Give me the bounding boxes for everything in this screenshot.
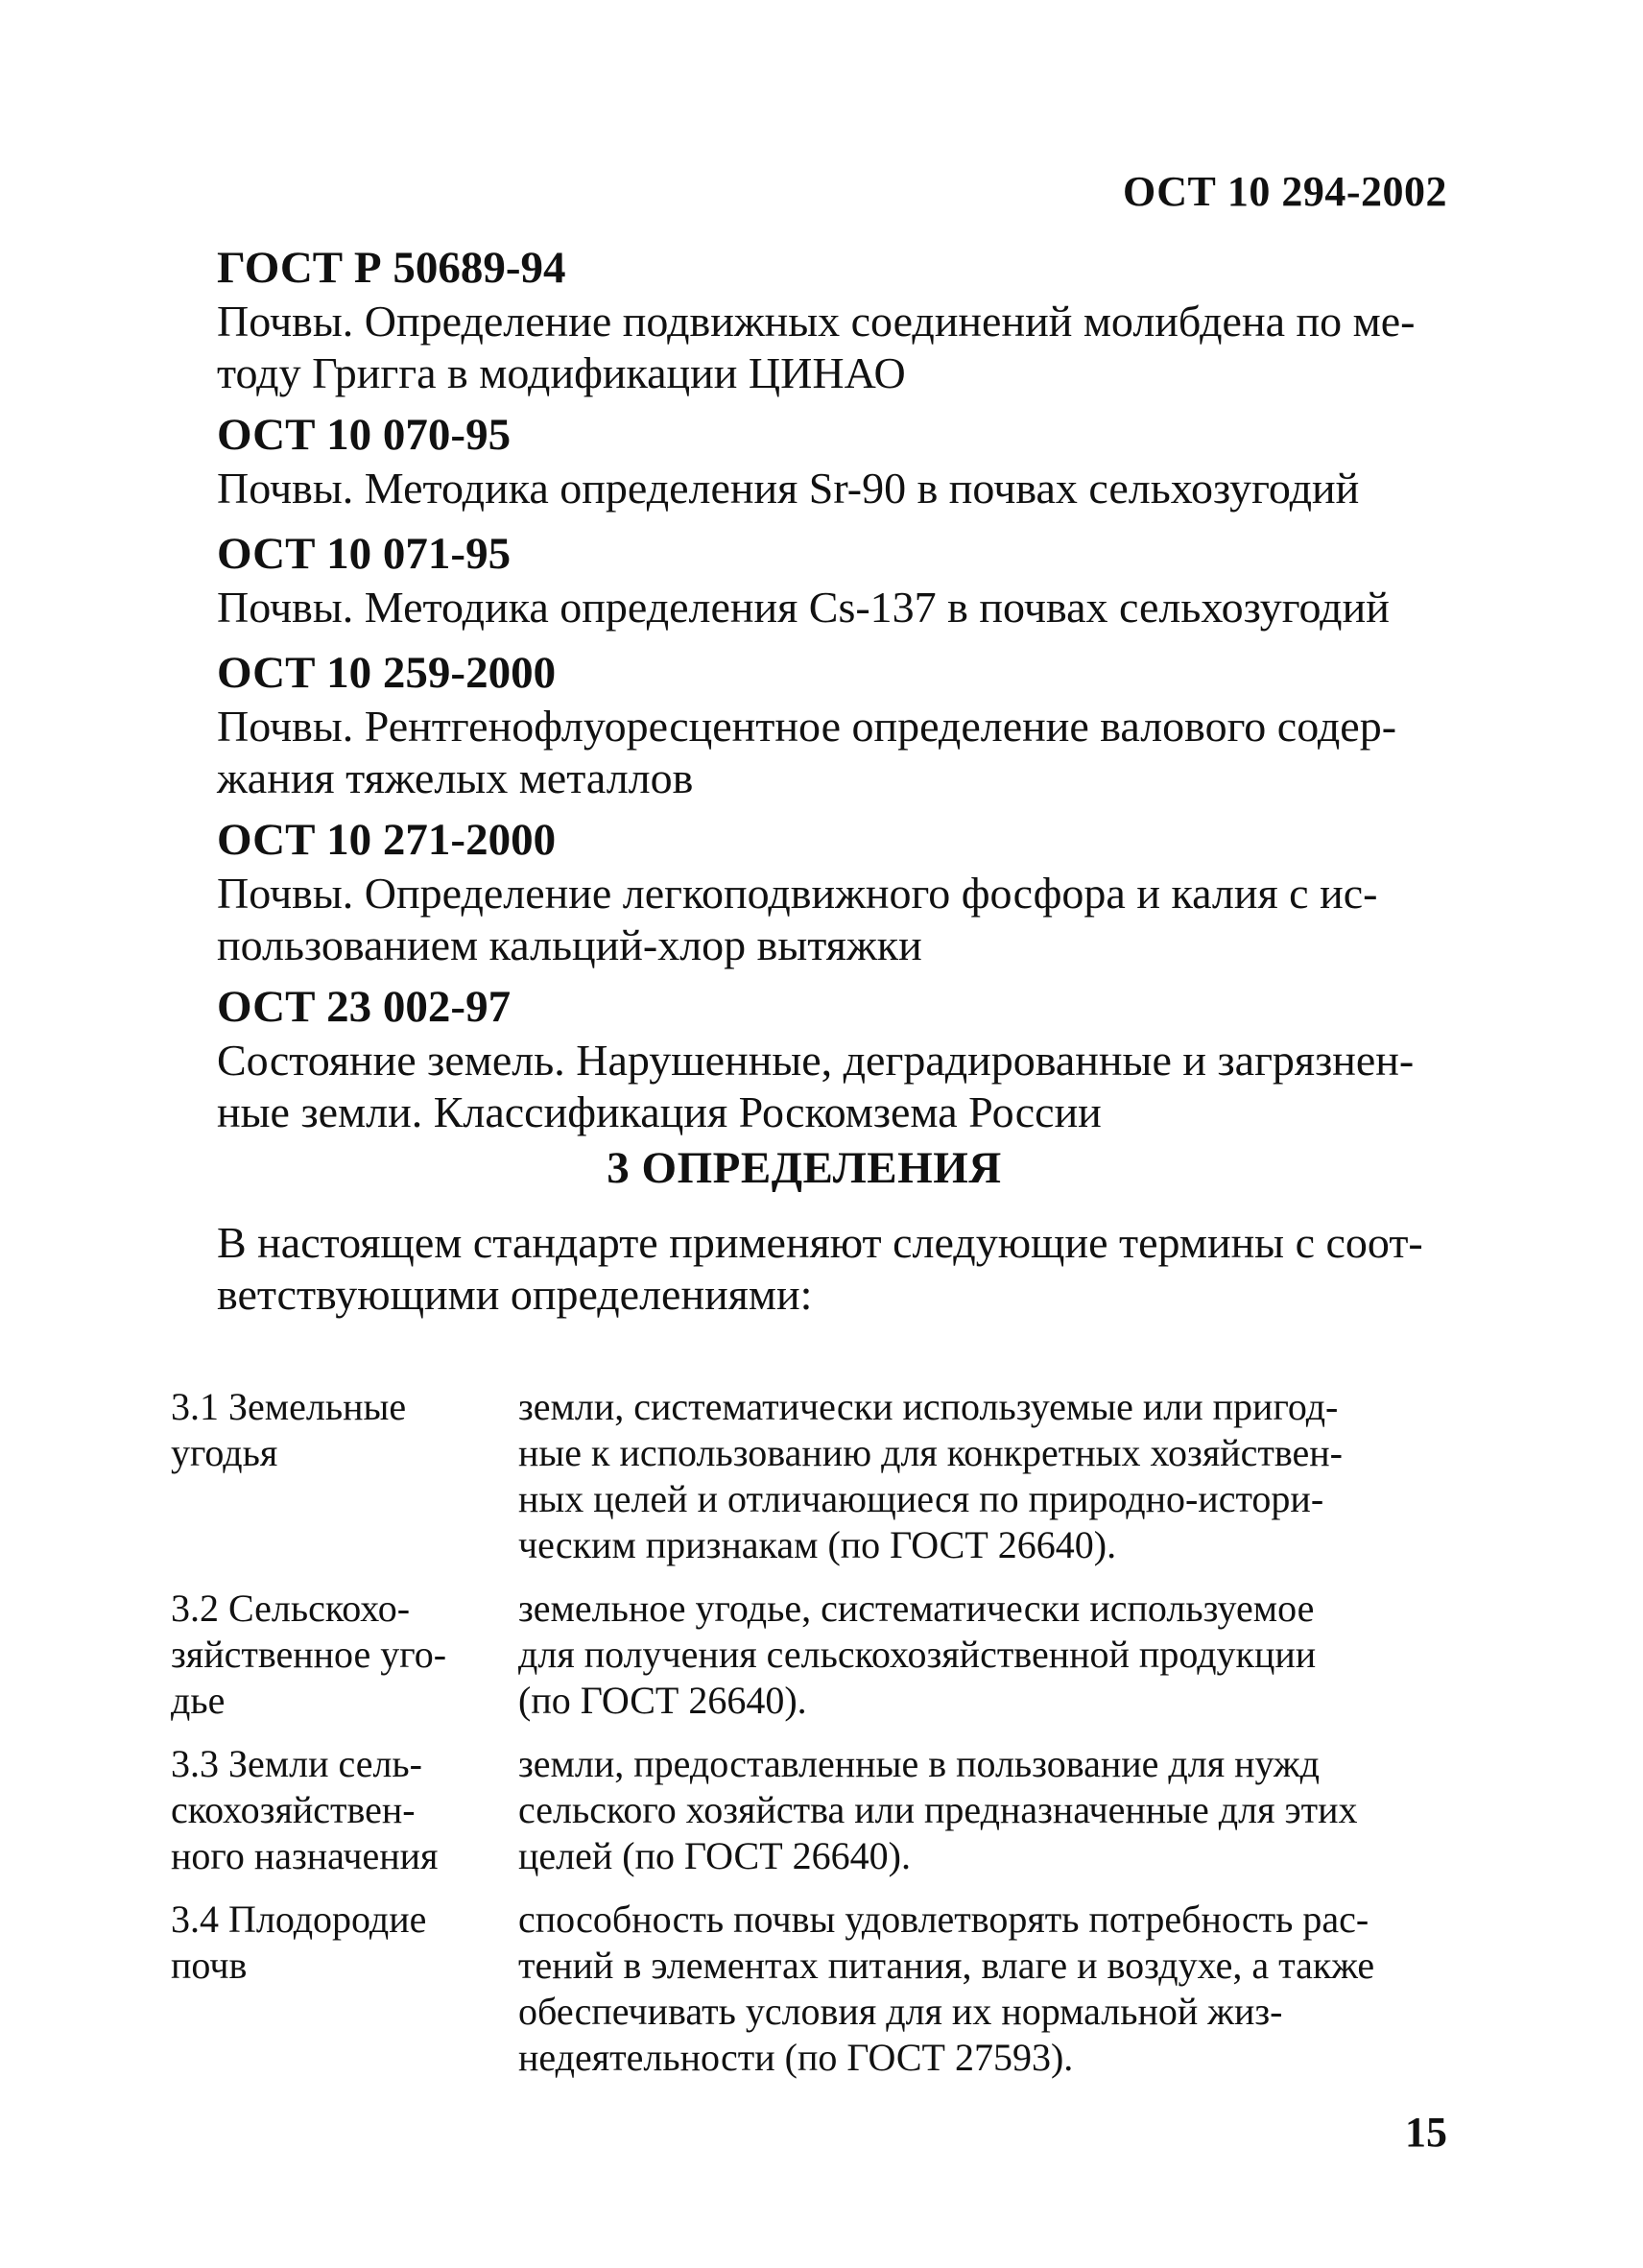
reference-title <box>157 463 1451 514</box>
reference-title-line: Почвы. Рентгенофлуоресцентное определение валового содер- <box>217 702 1397 751</box>
definition-text <box>518 1586 1438 1724</box>
term-line: 3.3 Земли сель- <box>171 1742 422 1785</box>
normative-references <box>157 234 1451 1146</box>
section-heading: 3 ОПРЕДЕЛЕНИЯ <box>607 1143 1002 1193</box>
definition-text <box>518 1741 1438 1879</box>
definition-line: обеспечивать условия для их нормальной жиз- <box>518 1990 1283 2033</box>
definition-row <box>171 1384 1438 1568</box>
reference-title <box>157 582 1451 633</box>
term-line: скохозяйствен- <box>171 1788 416 1831</box>
term-line: почв <box>171 1944 248 1987</box>
definition-text <box>518 1897 1438 2081</box>
reference-item <box>157 240 1451 399</box>
reference-title-line: пользованием кальций-хлор вытяжки <box>217 920 922 969</box>
term-line: 3.2 Сельскохо- <box>171 1587 411 1630</box>
reference-code: ГОСТ Р 50689-94 <box>217 243 566 293</box>
definition-row <box>171 1586 1438 1724</box>
document-code: ОСТ 10 294-2002 <box>1122 168 1447 215</box>
reference-item <box>157 407 1451 514</box>
term-line: 3.1 Земельные <box>171 1385 407 1428</box>
definition-line: ные к использованию для конкретных хозяйствен- <box>518 1431 1344 1474</box>
reference-code: ОСТ 23 002-97 <box>217 982 512 1032</box>
reference-title-line: Почвы. Методика определения Sr-90 в почвах сельхозугодий <box>217 464 1360 513</box>
definition-line: земельное угодье, систематически используемое <box>518 1587 1315 1630</box>
definition-line: тений в элементах питания, влаге и воздухе, а также <box>518 1944 1375 1987</box>
definition-line: ческим признакам (по ГОСТ 26640). <box>518 1523 1117 1566</box>
reference-title-line: тоду Григга в модификации ЦИНАО <box>217 348 906 397</box>
intro-line: ветствующими определениями: <box>217 1270 813 1319</box>
term-line: угодья <box>171 1431 278 1474</box>
reference-title-line: Почвы. Методика определения Cs-137 в почвах сельхозугодий <box>217 583 1390 632</box>
reference-title-line: Почвы. Определение легкоподвижного фосфора и калия с ис- <box>217 869 1378 918</box>
reference-title <box>157 868 1451 971</box>
page-number: 15 <box>1405 2109 1447 2156</box>
intro-line: В настоящем стандарте применяют следующие термины с соот- <box>217 1218 1423 1267</box>
reference-item <box>157 645 1451 804</box>
reference-item <box>157 526 1451 633</box>
reference-code: ОСТ 10 071-95 <box>217 529 512 579</box>
definition-line: способность почвы удовлетворять потребность рас- <box>518 1898 1369 1941</box>
definition-line: (по ГОСТ 26640). <box>518 1679 807 1722</box>
definition-line: земли, предоставленные в пользование для нужд <box>518 1742 1320 1785</box>
definition-row <box>171 1897 1438 2081</box>
definition-term <box>171 1897 518 2081</box>
reference-title-line: Состояние земель. Нарушенные, деградированные и загрязнен- <box>217 1036 1415 1085</box>
reference-title <box>157 296 1451 399</box>
term-line: ного назначения <box>171 1834 439 1877</box>
definition-line: ных целей и отличающиеся по природно-истори- <box>518 1477 1324 1520</box>
reference-code: ОСТ 10 070-95 <box>217 410 512 460</box>
definition-row <box>171 1741 1438 1879</box>
reference-title-line: Почвы. Определение подвижных соединений молибдена по ме- <box>217 297 1416 346</box>
term-line: 3.4 Плодородие <box>171 1898 427 1941</box>
definition-line: сельского хозяйства или предназначенные для этих <box>518 1788 1358 1831</box>
definition-text <box>518 1384 1438 1568</box>
definition-line: земли, систематически используемые или пригод- <box>518 1385 1339 1428</box>
reference-item <box>157 979 1451 1138</box>
term-line: зяйственное уго- <box>171 1633 447 1676</box>
reference-title <box>157 1035 1451 1138</box>
definition-line: для получения сельскохозяйственной продукции <box>518 1633 1317 1676</box>
definitions-list <box>171 1384 1438 2098</box>
reference-code: ОСТ 10 259-2000 <box>217 648 557 698</box>
definition-term <box>171 1741 518 1879</box>
reference-code: ОСТ 10 271-2000 <box>217 815 557 865</box>
reference-title-line: жания тяжелых металлов <box>217 753 694 802</box>
definition-term <box>171 1384 518 1568</box>
definition-line: недеятельности (по ГОСТ 27593). <box>518 2036 1074 2079</box>
term-line: дье <box>171 1679 226 1722</box>
section-intro <box>157 1217 1451 1321</box>
reference-title-line: ные земли. Классификация Роскомзема России <box>217 1087 1102 1136</box>
reference-title <box>157 701 1451 804</box>
definition-term <box>171 1586 518 1724</box>
definition-line: целей (по ГОСТ 26640). <box>518 1834 911 1877</box>
reference-item <box>157 812 1451 971</box>
